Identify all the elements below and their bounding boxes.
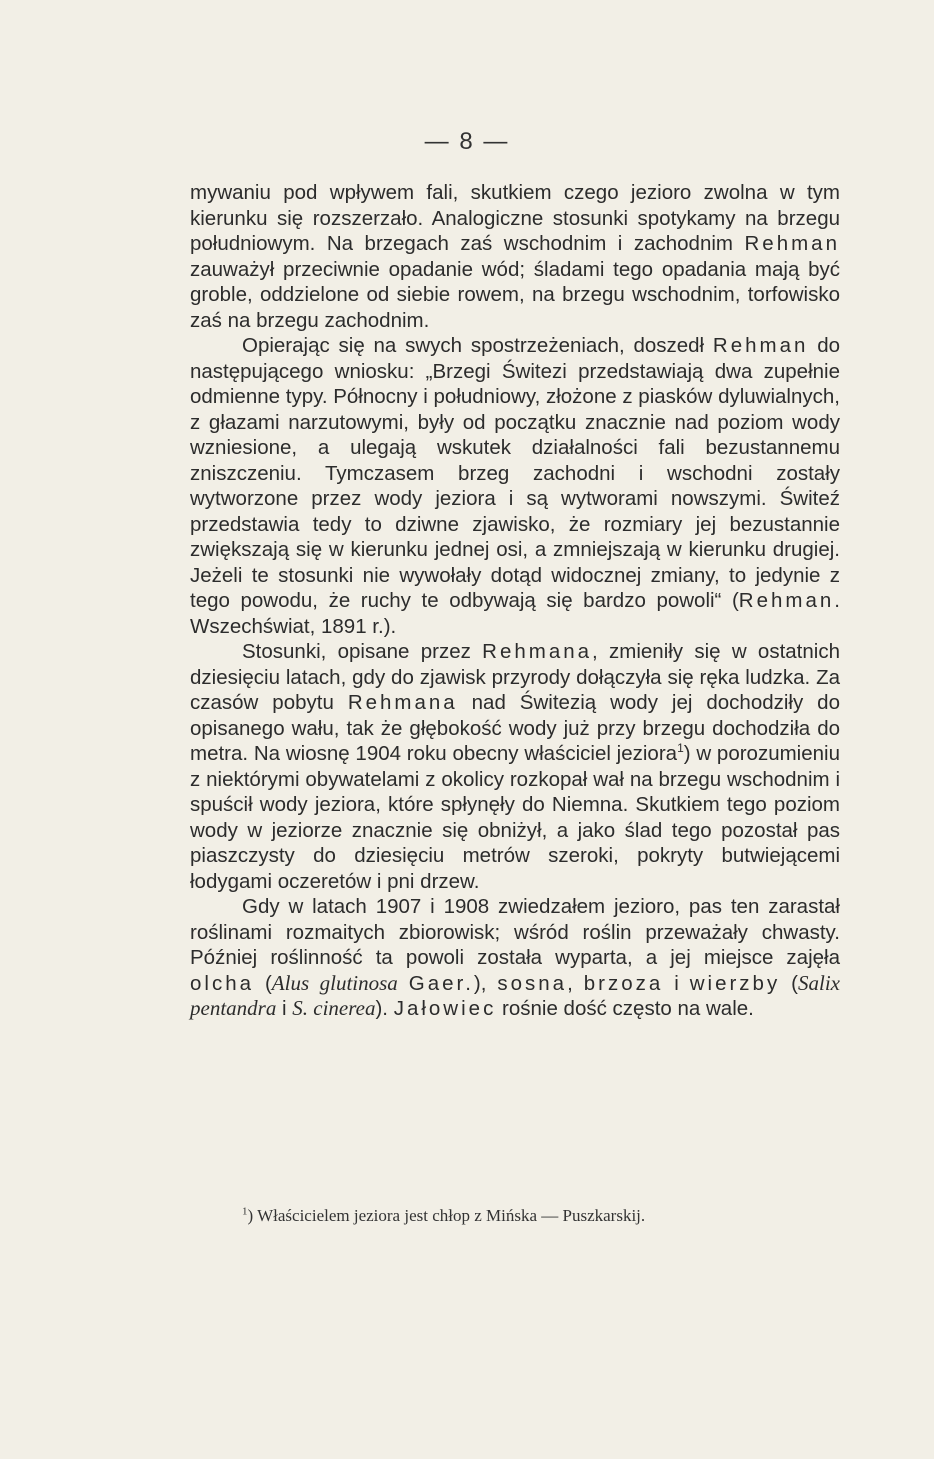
latin-name: Salix pentandra [190, 970, 840, 1020]
text-run: ). [375, 997, 394, 1020]
spaced-name: Jałowiec [393, 997, 497, 1020]
text-run: Gdy w latach 1907 i 1908 zwiedzałem jezioro, pas ten zarastał roślinami rozmaitych zbiorowisk; wśród roślin przeważały chwasty. Później roślinność ta powoli została wyparta, a jej miejsce zajęła [190, 895, 840, 969]
text-run: , zmieniły się w ostatnich dziesięciu latach, gdy do zjawisk przyrody dołączyła się ręka ludzka. Za czasów pobytu [190, 640, 840, 714]
text-run: i [663, 971, 690, 995]
spaced-name: wierzby [689, 971, 781, 995]
text-run: , [567, 971, 584, 995]
spaced-name: brzoza [583, 971, 664, 995]
paragraph-2 [190, 333, 840, 639]
text-run: nad Świtezią wody jej dochodziły do opisanego wału, tak że głębokość wody już przy brzegu dochodziła do metra. Na wiosnę 1904 roku obecny właściciel jeziora [190, 691, 840, 765]
text-run: ( [780, 971, 798, 995]
text-run: zauważył przeciwnie opadanie wód; śladami tego opadania mają być groble, oddzielone od siebie rowem, na brzegu wschodnim, torfowisko zaś na brzegu zachodnim. [190, 257, 840, 332]
footnote-text: ) Właścicielem jeziora jest chłop z Mińska — Puszkarskij. [247, 1206, 646, 1225]
page-number: — 8 — [424, 128, 510, 155]
text-run: mywaniu pod wpływem fali, skutkiem czego jezioro zwolna w tym kierunku się rozszerzało. Analogiczne stosunki spotykamy na brzegu południowym. Na brzegach zaś wschodnim i zachodnim [190, 181, 840, 255]
spaced-name: Rehman [738, 589, 835, 612]
footnote [242, 1206, 842, 1226]
body-text [190, 180, 840, 1022]
spaced-name: olcha [190, 971, 255, 995]
text-run: ) w porozumieniu z niektórymi obywatelami z okolicy rozkopał wał na brzegu wschodnim i spuścił wody jeziora, które spłynęły do Niemna. Skutkiem tego poziom wody w jeziorze znacznie się obniżył, a jako ślad tego pozostał pas piaszczysty do dziesięciu metrów szeroki, pokryty butwiejącemi łodygami oczeretów i pni drzew. [190, 742, 840, 893]
text-run [398, 972, 409, 995]
spaced-name: Rehmana [482, 640, 593, 663]
text-run: do następującego wniosku: „Brzegi Świtezi przedstawiają dwa zupełnie odmienne typy. Północny i południowy, złożone z piasków dyluwialnych, z głazami narzutowymi, były od początku znacznie nad poziom wody wzniesione, a ulegają wskutek działalności fali bezustannemu zniszczeniu. Tymczasem brzeg zachodni i wschodni zostały wytworzone przez wody jeziora i są wytworami nowszymi. Świteź przedstawia tedy to dziwne zjawisko, że rozmiary jej bezustannie zwiększają się w kierunku jednej osi, a zmniejszają w kierunku drugiej. Jeżeli te stosunki nie wywołały dotąd widocznej zmiany, to jedynie z tego powodu, że ruchy te odbywają się bardzo powoli“ ( [190, 334, 840, 612]
text-run: rośnie dość często na wale. [496, 997, 754, 1020]
spaced-name: Rehman [744, 232, 840, 255]
paragraph-3 [190, 639, 840, 894]
spaced-name: Rehman [712, 334, 809, 357]
paragraph-1 [190, 180, 840, 333]
spaced-name: Rehmana [347, 691, 458, 714]
spaced-name: sosna [497, 971, 568, 995]
paragraph-4 [190, 894, 840, 1022]
latin-name: Alus glutinosa [271, 970, 398, 995]
text-run: i [276, 997, 293, 1020]
text-run: ( [254, 971, 272, 995]
latin-name: S. cinerea [292, 996, 376, 1020]
spaced-name: Gaer. [408, 971, 474, 995]
text-run: . Wszechświat, 1891 r.). [190, 589, 840, 638]
footnote-reference: 1 [677, 741, 684, 756]
text-run: Stosunki, opisane przez [242, 640, 483, 663]
footnote-marker: 1 [242, 1205, 248, 1218]
text-run: ), [473, 971, 498, 995]
text-run: Opierając się na swych spostrzeżeniach, doszedł [242, 334, 713, 357]
